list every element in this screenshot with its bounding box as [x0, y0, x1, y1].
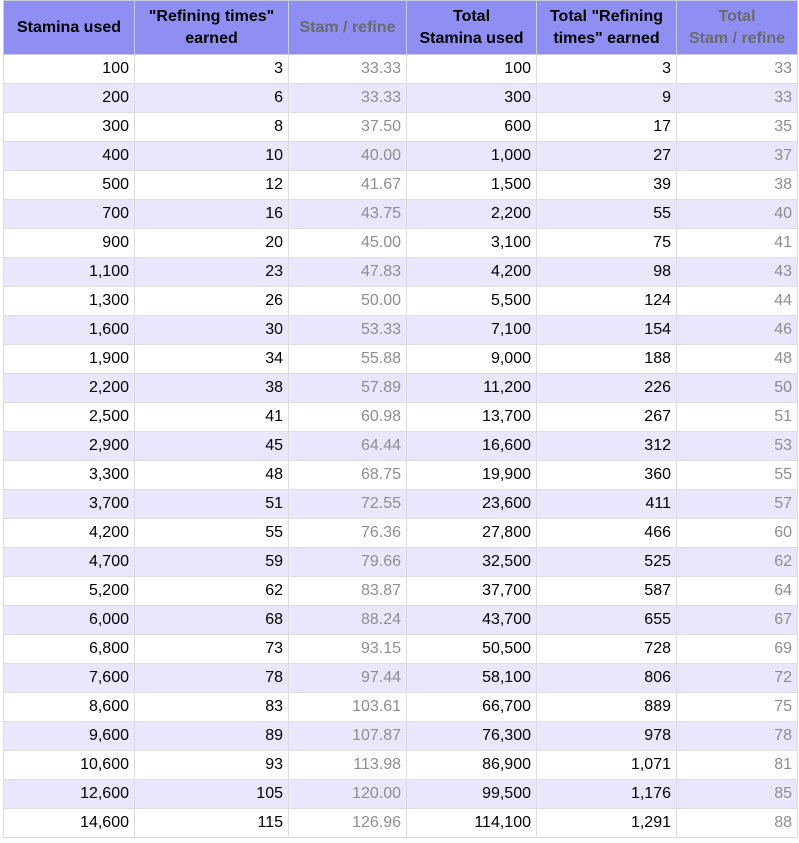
refining-times-cell[interactable]: 3: [135, 55, 289, 84]
total-stam-refine-cell[interactable]: 72: [677, 664, 798, 693]
total-stamina-cell[interactable]: 11,200: [407, 374, 537, 403]
total-stam-refine-cell[interactable]: 67: [677, 606, 798, 635]
total-stam-refine-cell[interactable]: 78: [677, 722, 798, 751]
total-stam-refine-cell[interactable]: 55: [677, 461, 798, 490]
refining-times-cell[interactable]: 93: [135, 751, 289, 780]
stam-refine-cell[interactable]: 93.15: [289, 635, 407, 664]
stam-refine-cell[interactable]: 53.33: [289, 316, 407, 345]
total-stam-refine-cell[interactable]: 33: [677, 84, 798, 113]
table-row: [4, 258, 798, 287]
table-row: [4, 693, 798, 722]
stam-refine-cell[interactable]: 60.98: [289, 403, 407, 432]
total-stamina-cell[interactable]: 37,700: [407, 577, 537, 606]
stamina-used-cell[interactable]: 200: [4, 84, 135, 113]
total-refining-cell[interactable]: 655: [537, 606, 677, 635]
stamina-used-cell[interactable]: 2,900: [4, 432, 135, 461]
total-refining-cell[interactable]: 587: [537, 577, 677, 606]
total-refining-cell[interactable]: 889: [537, 693, 677, 722]
total-refining-cell[interactable]: 27: [537, 142, 677, 171]
total-refining-cell[interactable]: 525: [537, 548, 677, 577]
refining-times-cell[interactable]: 23: [135, 258, 289, 287]
table-row: [4, 432, 798, 461]
table-row: [4, 287, 798, 316]
table-row: [4, 316, 798, 345]
table-row: [4, 490, 798, 519]
stamina-used-cell[interactable]: 6,000: [4, 606, 135, 635]
total-refining-cell[interactable]: 806: [537, 664, 677, 693]
stamina-used-cell[interactable]: 3,300: [4, 461, 135, 490]
table-body: [4, 55, 798, 838]
stamina-used-cell[interactable]: 5,200: [4, 577, 135, 606]
total-stamina-cell[interactable]: 4,200: [407, 258, 537, 287]
stam-refine-cell[interactable]: 33.33: [289, 55, 407, 84]
header-text: Stam / refine: [299, 18, 396, 36]
header-text-line-1: Total: [452, 7, 491, 25]
total-stamina-cell[interactable]: 2,200: [407, 200, 537, 229]
total-refining-cell[interactable]: 188: [537, 345, 677, 374]
total-refining-cell[interactable]: 1,291: [537, 809, 677, 838]
refining-times-cell[interactable]: 83: [135, 693, 289, 722]
stamina-used-cell[interactable]: 1,300: [4, 287, 135, 316]
stam-refine-cell[interactable]: 41.67: [289, 171, 407, 200]
total-stamina-cell[interactable]: 600: [407, 113, 537, 142]
total-refining-cell[interactable]: 75: [537, 229, 677, 258]
stamina-used-cell[interactable]: 4,700: [4, 548, 135, 577]
total-stamina-cell[interactable]: 9,000: [407, 345, 537, 374]
table-row: [4, 374, 798, 403]
refining-times-cell[interactable]: 62: [135, 577, 289, 606]
table-row: [4, 461, 798, 490]
stam-refine-cell[interactable]: 55.88: [289, 345, 407, 374]
stam-refine-cell[interactable]: 57.89: [289, 374, 407, 403]
stam-refine-cell[interactable]: 113.98: [289, 751, 407, 780]
total-stamina-cell[interactable]: 16,600: [407, 432, 537, 461]
total-stam-refine-cell[interactable]: 85: [677, 780, 798, 809]
total-stam-refine-cell[interactable]: 88: [677, 809, 798, 838]
header-total-stamina-used[interactable]: [407, 1, 537, 55]
refining-times-cell[interactable]: 115: [135, 809, 289, 838]
table-row: [4, 606, 798, 635]
total-stamina-cell[interactable]: 1,500: [407, 171, 537, 200]
refining-times-cell[interactable]: 12: [135, 171, 289, 200]
header-total-refining-times-earned[interactable]: [537, 1, 677, 55]
header-text: Stamina used: [16, 18, 122, 36]
stamina-used-cell[interactable]: 1,900: [4, 345, 135, 374]
refining-times-cell[interactable]: 16: [135, 200, 289, 229]
total-stam-refine-cell[interactable]: 46: [677, 316, 798, 345]
total-stam-refine-cell[interactable]: 35: [677, 113, 798, 142]
total-stamina-cell[interactable]: 27,800: [407, 519, 537, 548]
refining-times-cell[interactable]: 45: [135, 432, 289, 461]
refining-times-cell[interactable]: 26: [135, 287, 289, 316]
stamina-used-cell[interactable]: 8,600: [4, 693, 135, 722]
refining-times-cell[interactable]: 30: [135, 316, 289, 345]
header-row: [4, 1, 798, 55]
stamina-used-cell[interactable]: 14,600: [4, 809, 135, 838]
stamina-used-cell[interactable]: 4,200: [4, 519, 135, 548]
stam-refine-cell[interactable]: 107.87: [289, 722, 407, 751]
total-stamina-cell[interactable]: 23,600: [407, 490, 537, 519]
total-refining-cell[interactable]: 9: [537, 84, 677, 113]
total-refining-cell[interactable]: 3: [537, 55, 677, 84]
stam-refine-cell[interactable]: 76.36: [289, 519, 407, 548]
header-total-stam-refine[interactable]: [677, 1, 798, 55]
total-refining-cell[interactable]: 360: [537, 461, 677, 490]
stamina-used-cell[interactable]: 2,500: [4, 403, 135, 432]
table-row: [4, 403, 798, 432]
stamina-used-cell[interactable]: 2,200: [4, 374, 135, 403]
total-refining-cell[interactable]: 728: [537, 635, 677, 664]
table-row: [4, 809, 798, 838]
table-row: [4, 548, 798, 577]
stam-refine-cell[interactable]: 72.55: [289, 490, 407, 519]
total-stam-refine-cell[interactable]: 44: [677, 287, 798, 316]
stamina-used-cell[interactable]: 12,600: [4, 780, 135, 809]
table-row: [4, 200, 798, 229]
refining-times-cell[interactable]: 38: [135, 374, 289, 403]
total-refining-cell[interactable]: 98: [537, 258, 677, 287]
refining-times-cell[interactable]: 105: [135, 780, 289, 809]
header-text-line-1: "Refining times": [148, 7, 275, 25]
total-refining-cell[interactable]: 411: [537, 490, 677, 519]
total-refining-cell[interactable]: 267: [537, 403, 677, 432]
stam-refine-cell[interactable]: 40.00: [289, 142, 407, 171]
stam-refine-cell[interactable]: 68.75: [289, 461, 407, 490]
refining-times-cell[interactable]: 10: [135, 142, 289, 171]
stam-refine-cell[interactable]: 103.61: [289, 693, 407, 722]
table-row: [4, 113, 798, 142]
stamina-used-cell[interactable]: 1,100: [4, 258, 135, 287]
refining-times-cell[interactable]: 34: [135, 345, 289, 374]
stamina-used-cell[interactable]: 500: [4, 171, 135, 200]
total-refining-cell[interactable]: 312: [537, 432, 677, 461]
refining-times-cell[interactable]: 68: [135, 606, 289, 635]
total-stamina-cell[interactable]: 300: [407, 84, 537, 113]
total-refining-cell[interactable]: 226: [537, 374, 677, 403]
table-row: [4, 664, 798, 693]
refining-times-cell[interactable]: 41: [135, 403, 289, 432]
total-refining-cell[interactable]: 1,071: [537, 751, 677, 780]
table-row: [4, 171, 798, 200]
stam-refine-cell[interactable]: 37.50: [289, 113, 407, 142]
table-row: [4, 84, 798, 113]
header-text-line-1: Total: [718, 7, 756, 25]
header-refining-times-earned[interactable]: [135, 1, 289, 55]
stamina-table: [3, 0, 798, 838]
total-stam-refine-cell[interactable]: 50: [677, 374, 798, 403]
stam-refine-cell[interactable]: 88.24: [289, 606, 407, 635]
total-stamina-cell[interactable]: 5,500: [407, 287, 537, 316]
stamina-used-cell[interactable]: 9,600: [4, 722, 135, 751]
stam-refine-cell[interactable]: 120.00: [289, 780, 407, 809]
total-refining-cell[interactable]: 39: [537, 171, 677, 200]
stam-refine-cell[interactable]: 47.83: [289, 258, 407, 287]
stam-refine-cell[interactable]: 64.44: [289, 432, 407, 461]
total-stamina-cell[interactable]: 99,500: [407, 780, 537, 809]
stamina-used-cell[interactable]: 300: [4, 113, 135, 142]
table-row: [4, 780, 798, 809]
table-row: [4, 577, 798, 606]
total-stamina-cell[interactable]: 13,700: [407, 403, 537, 432]
header-text-line-2: earned: [185, 29, 238, 47]
total-stamina-cell[interactable]: 58,100: [407, 664, 537, 693]
total-stam-refine-cell[interactable]: 33: [677, 55, 798, 84]
total-refining-cell[interactable]: 17: [537, 113, 677, 142]
header-stam-refine[interactable]: [289, 1, 407, 55]
refining-times-cell[interactable]: 6: [135, 84, 289, 113]
refining-times-cell[interactable]: 78: [135, 664, 289, 693]
total-stam-refine-cell[interactable]: 75: [677, 693, 798, 722]
total-stam-refine-cell[interactable]: 51: [677, 403, 798, 432]
header-text-line-2: Stam / refine: [688, 29, 786, 47]
table-row: [4, 142, 798, 171]
total-refining-cell[interactable]: 124: [537, 287, 677, 316]
total-stam-refine-cell[interactable]: 81: [677, 751, 798, 780]
total-refining-cell[interactable]: 1,176: [537, 780, 677, 809]
stamina-used-cell[interactable]: 700: [4, 200, 135, 229]
header-text-line-2: times" earned: [553, 29, 660, 47]
total-stamina-cell[interactable]: 86,900: [407, 751, 537, 780]
stamina-used-cell[interactable]: 100: [4, 55, 135, 84]
total-stam-refine-cell[interactable]: 38: [677, 171, 798, 200]
total-stamina-cell[interactable]: 43,700: [407, 606, 537, 635]
total-refining-cell[interactable]: 55: [537, 200, 677, 229]
refining-times-cell[interactable]: 51: [135, 490, 289, 519]
total-stam-refine-cell[interactable]: 53: [677, 432, 798, 461]
stamina-used-cell[interactable]: 3,700: [4, 490, 135, 519]
header-text-line-1: Total "Refining: [549, 7, 664, 25]
table-row: [4, 229, 798, 258]
total-stamina-cell[interactable]: 32,500: [407, 548, 537, 577]
stam-refine-cell[interactable]: 33.33: [289, 84, 407, 113]
total-stam-refine-cell[interactable]: 48: [677, 345, 798, 374]
total-stam-refine-cell[interactable]: 60: [677, 519, 798, 548]
total-stamina-cell[interactable]: 66,700: [407, 693, 537, 722]
header-text-line-2: Stamina used: [419, 29, 524, 47]
total-stam-refine-cell[interactable]: 37: [677, 142, 798, 171]
total-stamina-cell[interactable]: 1,000: [407, 142, 537, 171]
stamina-used-cell[interactable]: 400: [4, 142, 135, 171]
total-stam-refine-cell[interactable]: 57: [677, 490, 798, 519]
total-refining-cell[interactable]: 466: [537, 519, 677, 548]
stam-refine-cell[interactable]: 83.87: [289, 577, 407, 606]
table-row: [4, 345, 798, 374]
total-stam-refine-cell[interactable]: 40: [677, 200, 798, 229]
total-stam-refine-cell[interactable]: 64: [677, 577, 798, 606]
total-stamina-cell[interactable]: 7,100: [407, 316, 537, 345]
stam-refine-cell[interactable]: 45.00: [289, 229, 407, 258]
total-stamina-cell[interactable]: 19,900: [407, 461, 537, 490]
header-stamina-used[interactable]: [4, 1, 135, 55]
total-stamina-cell[interactable]: 114,100: [407, 809, 537, 838]
total-stamina-cell[interactable]: 76,300: [407, 722, 537, 751]
total-stamina-cell[interactable]: 50,500: [407, 635, 537, 664]
stam-refine-cell[interactable]: 79.66: [289, 548, 407, 577]
stam-refine-cell[interactable]: 126.96: [289, 809, 407, 838]
refining-times-cell[interactable]: 89: [135, 722, 289, 751]
stamina-used-cell[interactable]: 900: [4, 229, 135, 258]
table-row: [4, 519, 798, 548]
stam-refine-cell[interactable]: 50.00: [289, 287, 407, 316]
refining-times-cell[interactable]: 73: [135, 635, 289, 664]
table-row: [4, 722, 798, 751]
stamina-used-cell[interactable]: 6,800: [4, 635, 135, 664]
total-stam-refine-cell[interactable]: 41: [677, 229, 798, 258]
stam-refine-cell[interactable]: 97.44: [289, 664, 407, 693]
refining-times-cell[interactable]: 48: [135, 461, 289, 490]
table-row: [4, 635, 798, 664]
refining-times-cell[interactable]: 59: [135, 548, 289, 577]
total-refining-cell[interactable]: 978: [537, 722, 677, 751]
table-row: [4, 55, 798, 84]
total-stam-refine-cell[interactable]: 69: [677, 635, 798, 664]
total-stam-refine-cell[interactable]: 62: [677, 548, 798, 577]
refining-times-cell[interactable]: 55: [135, 519, 289, 548]
total-stam-refine-cell[interactable]: 43: [677, 258, 798, 287]
total-stamina-cell[interactable]: 3,100: [407, 229, 537, 258]
stam-refine-cell[interactable]: 43.75: [289, 200, 407, 229]
stamina-used-cell[interactable]: 1,600: [4, 316, 135, 345]
stamina-used-cell[interactable]: 10,600: [4, 751, 135, 780]
total-refining-cell[interactable]: 154: [537, 316, 677, 345]
total-stamina-cell[interactable]: 100: [407, 55, 537, 84]
refining-times-cell[interactable]: 8: [135, 113, 289, 142]
refining-times-cell[interactable]: 20: [135, 229, 289, 258]
stamina-used-cell[interactable]: 7,600: [4, 664, 135, 693]
table-row: [4, 751, 798, 780]
